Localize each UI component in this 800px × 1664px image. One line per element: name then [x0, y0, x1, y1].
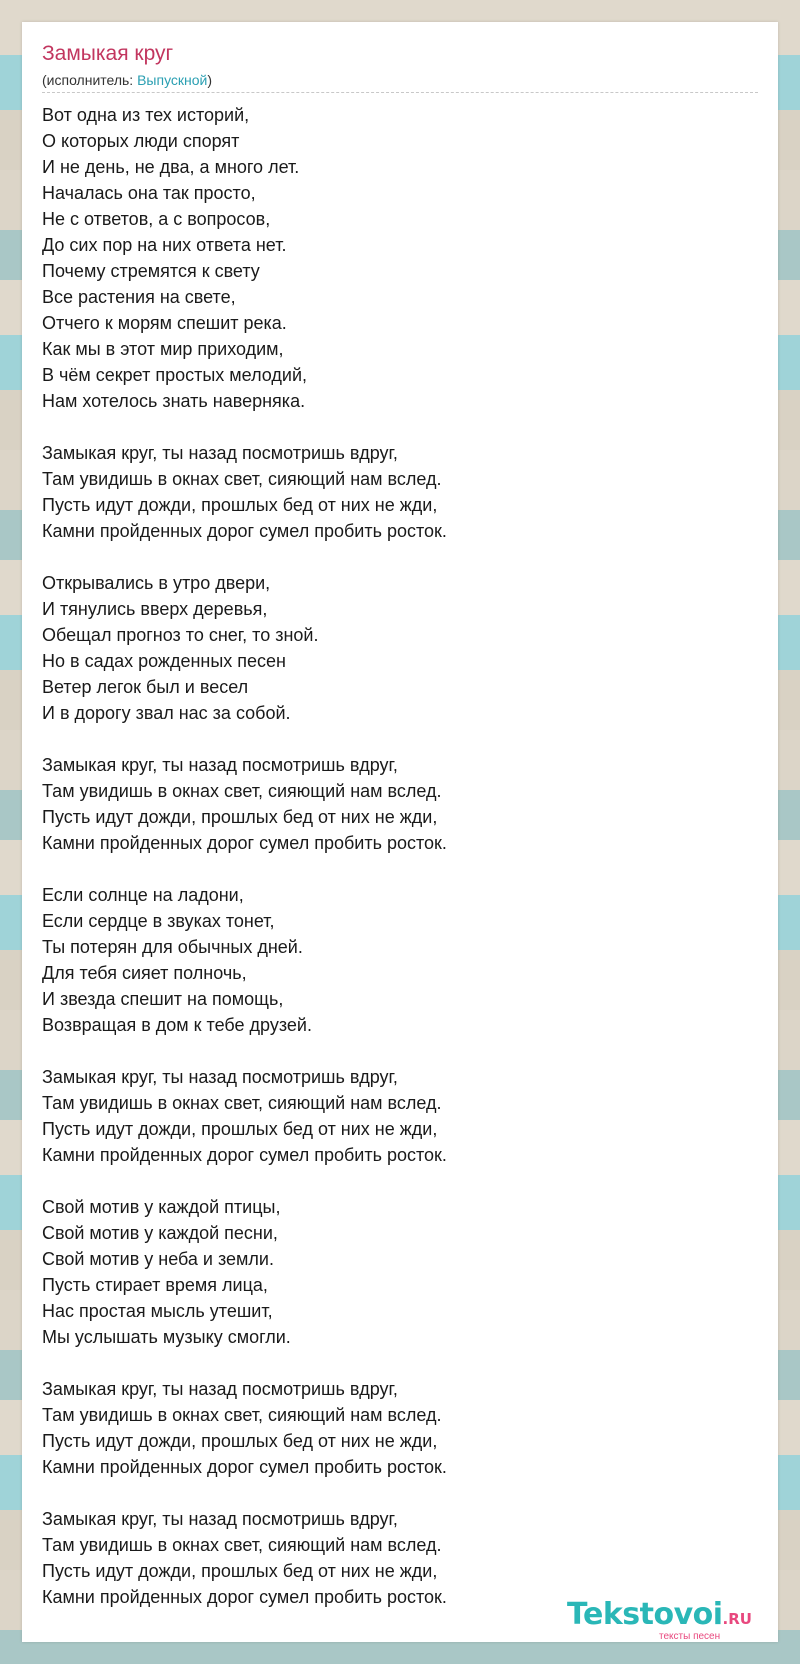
lyric-line: Там увидишь в окнах свет, сияющий нам вслед.	[42, 1405, 442, 1425]
lyric-line: Мы услышать музыку смогли.	[42, 1327, 291, 1347]
lyric-line: Не с ответов, а с вопросов,	[42, 209, 271, 229]
lyric-line: Там увидишь в окнах свет, сияющий нам вслед.	[42, 469, 442, 489]
lyric-line: Там увидишь в окнах свет, сияющий нам вслед.	[42, 1535, 442, 1555]
lyric-line: Замыкая круг, ты назад посмотришь вдруг,	[42, 1067, 398, 1087]
lyric-line: Замыкая круг, ты назад посмотришь вдруг,	[42, 443, 398, 463]
lyric-line: Замыкая круг, ты назад посмотришь вдруг,	[42, 755, 398, 775]
lyric-line: Но в садах рожденных песен	[42, 651, 287, 671]
lyric-line: И не день, не два, а много лет.	[42, 157, 300, 177]
artist-prefix: (исполнитель:	[42, 72, 138, 88]
lyric-line: Отчего к морям спешит река.	[42, 313, 287, 333]
artist-suffix: )	[207, 72, 213, 88]
lyric-line: Все растения на свете,	[42, 287, 236, 307]
lyric-line: Пусть идут дожди, прошлых бед от них не жди,	[42, 1431, 438, 1451]
lyric-line: Если солнце на ладони,	[42, 885, 244, 905]
lyrics-card	[22, 22, 778, 1642]
stanza-gap	[42, 856, 742, 882]
lyric-line: Пусть идут дожди, прошлых бед от них не жди,	[42, 807, 438, 827]
lyric-line: Замыкая круг, ты назад посмотришь вдруг,	[42, 1379, 398, 1399]
logo-name: Tekstovoi	[567, 1597, 723, 1632]
lyric-line: Ты потерян для обычных дней.	[42, 937, 303, 957]
title-divider	[42, 92, 758, 93]
lyric-line: Ветер легок был и весел	[42, 677, 249, 697]
lyric-line: И тянулись вверх деревья,	[42, 599, 268, 619]
lyrics-text	[42, 102, 742, 1610]
song-title: Замыкая круг	[42, 42, 174, 65]
lyric-line: Началась она так просто,	[42, 183, 256, 203]
logo-tagline: тексты песен	[659, 1631, 721, 1642]
stanza-gap	[42, 1038, 742, 1064]
lyric-line: Там увидишь в окнах свет, сияющий нам вслед.	[42, 1093, 442, 1113]
lyric-line: Камни пройденных дорог сумел пробить росток.	[42, 1587, 447, 1607]
lyric-line: До сих пор на них ответа нет.	[42, 235, 287, 255]
lyric-line: Нас простая мысль утешит,	[42, 1301, 273, 1321]
lyric-line: И звезда спешит на помощь,	[42, 989, 284, 1009]
site-logo[interactable]	[567, 1598, 767, 1648]
stanza-gap	[42, 1168, 742, 1194]
stanza-gap	[42, 1350, 742, 1376]
lyric-line: Свой мотив у каждой птицы,	[42, 1197, 281, 1217]
lyric-line: Пусть идут дожди, прошлых бед от них не жди,	[42, 495, 438, 515]
lyric-line: О которых люди спорят	[42, 131, 240, 151]
lyric-line: Пусть стирает время лица,	[42, 1275, 268, 1295]
lyric-line: Свой мотив у неба и земли.	[42, 1249, 274, 1269]
lyric-line: Нам хотелось знать наверняка.	[42, 391, 306, 411]
lyric-line: В чём секрет простых мелодий,	[42, 365, 307, 385]
lyric-line: Замыкая круг, ты назад посмотришь вдруг,	[42, 1509, 398, 1529]
artist-line	[42, 72, 212, 88]
stanza-gap	[42, 414, 742, 440]
lyric-line: Камни пройденных дорог сумел пробить росток.	[42, 521, 447, 541]
lyric-line: Возвращая в дом к тебе друзей.	[42, 1015, 312, 1035]
lyric-line: Если сердце в звуках тонет,	[42, 911, 275, 931]
lyric-line: Пусть идут дожди, прошлых бед от них не жди,	[42, 1119, 438, 1139]
lyric-line: Камни пройденных дорог сумел пробить росток.	[42, 1145, 447, 1165]
lyric-line: Обещал прогноз то снег, то зной.	[42, 625, 319, 645]
lyric-line: Пусть идут дожди, прошлых бед от них не жди,	[42, 1561, 438, 1581]
lyric-line: Камни пройденных дорог сумел пробить росток.	[42, 1457, 447, 1477]
lyric-line: Камни пройденных дорог сумел пробить росток.	[42, 833, 447, 853]
lyric-line: Почему стремятся к свету	[42, 261, 260, 281]
lyric-line: Свой мотив у каждой песни,	[42, 1223, 278, 1243]
lyric-line: Вот одна из тех историй,	[42, 105, 250, 125]
lyric-line: Открывались в утро двери,	[42, 573, 271, 593]
stanza-gap	[42, 726, 742, 752]
stanza-gap	[42, 1480, 742, 1506]
logo-tld: .RU	[722, 1610, 752, 1628]
lyric-line: Для тебя сияет полночь,	[42, 963, 247, 983]
artist-link[interactable]: Выпускной	[137, 72, 208, 88]
lyric-line: И в дорогу звал нас за собой.	[42, 703, 291, 723]
stanza-gap	[42, 544, 742, 570]
lyric-line: Там увидишь в окнах свет, сияющий нам вслед.	[42, 781, 442, 801]
lyric-line: Как мы в этот мир приходим,	[42, 339, 284, 359]
